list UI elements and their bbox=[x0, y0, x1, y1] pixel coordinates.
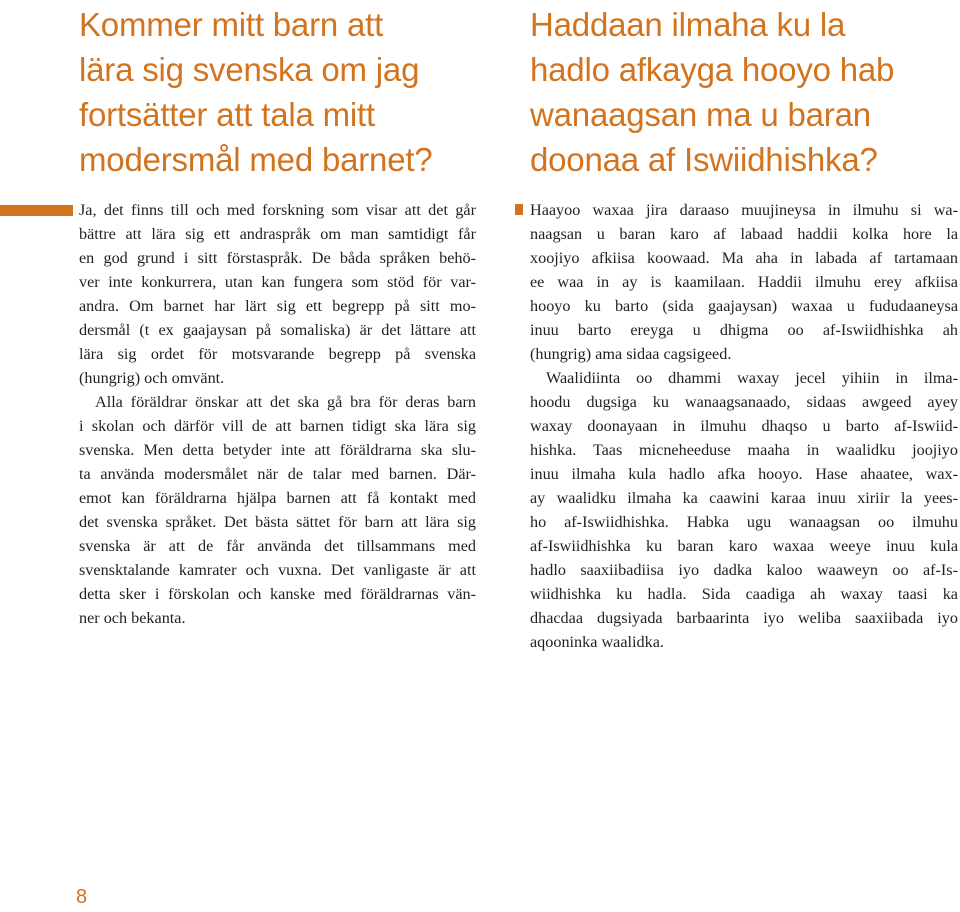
heading-line: modersmål med barnet? bbox=[79, 141, 433, 178]
somali-heading bbox=[530, 2, 894, 182]
body-line: dersmål (t ex gaajaysan på somaliska) är det lättare att bbox=[79, 321, 476, 339]
body-line: ta använda modersmålet när de talar med barnen. Där- bbox=[79, 465, 476, 483]
body-line: naagsan u baran karo af labaad haddii kolka hore la bbox=[530, 225, 958, 243]
body-line: andra. Om barnet har lärt sig ett begrepp på sitt mo- bbox=[79, 297, 476, 315]
body-line: lära sig ordet för motsvarande begrepp på svenska bbox=[79, 345, 476, 363]
heading-line: Kommer mitt barn att bbox=[79, 6, 384, 43]
body-line: hishka. Taas micneheeduse maaha in waalidku joojiyo bbox=[530, 441, 958, 459]
body-line: xoojiyo afkiisa koowaad. Ma aha in labada af tartamaan bbox=[530, 249, 958, 267]
body-line: svenska. Men detta betyder inte att föräldrarna ska slu- bbox=[79, 441, 476, 459]
section-marker-right bbox=[515, 204, 523, 215]
body-line: detta sker i förskolan och kanske med föräldrarnas vän- bbox=[79, 585, 476, 603]
body-line: af-Iswiidhishka ku baran karo waxaa weeye inuu kula bbox=[530, 537, 958, 555]
body-line: det svenska språket. Det bästa sättet för barn att lära sig bbox=[79, 513, 476, 531]
body-line: Ja, det finns till och med forskning som visar att det går bbox=[79, 201, 476, 219]
section-marker-left bbox=[0, 205, 73, 216]
body-line: Alla föräldrar önskar att det ska gå bra för deras barn bbox=[95, 393, 476, 411]
body-line: hooyo ku barto (sida gaajaysan) waxaa u fududaaneysa bbox=[530, 297, 958, 315]
body-line: ay waalidku ilmaha ka caawini karaa inuu xiriir la yees- bbox=[530, 489, 958, 507]
heading-line: Haddaan ilmaha ku la bbox=[530, 6, 846, 43]
body-line: emot kan föräldrarna hjälpa barnen att få kontakt med bbox=[79, 489, 476, 507]
swedish-heading bbox=[79, 2, 432, 182]
heading-line: doonaa af Iswiidhishka? bbox=[530, 141, 878, 178]
body-line: Waalidiinta oo dhammi waxay jecel yihiin in ilma- bbox=[546, 369, 958, 387]
heading-line: fortsätter att tala mitt bbox=[79, 96, 375, 133]
body-line: (hungrig) och omvänt. bbox=[79, 369, 225, 387]
body-line: (hungrig) ama sidaa cagsigeed. bbox=[530, 345, 732, 363]
body-line: ver inte konkurrera, utan kan fungera som stöd för var- bbox=[79, 273, 476, 291]
heading-line: lära sig svenska om jag bbox=[79, 51, 420, 88]
body-line: hadlo saaxiibadiisa iyo dadka kaloo waaweyn oo af-Is- bbox=[530, 561, 958, 579]
body-line: ee waa in ay is kaamilaan. Haddii ilmuhu erey afkiisa bbox=[530, 273, 958, 291]
body-line: Haayoo waxaa jira daraaso muujineysa in ilmuhu si wa- bbox=[530, 201, 958, 219]
body-line: waxay doonayaan in ilmuhu dhaqso u barto af-Iswiid- bbox=[530, 417, 958, 435]
page-number: 8 bbox=[76, 886, 88, 908]
body-line: inuu ilmaha kula hadlo afka hooyo. Hase ahaatee, wax- bbox=[530, 465, 958, 483]
somali-body bbox=[530, 198, 958, 654]
body-line: aqooninka waalidka. bbox=[530, 633, 664, 651]
body-line: svenska är att de får använda det tillsammans med bbox=[79, 537, 476, 555]
body-line: inuu barto ereyga u dhigma oo af-Iswiidhishka ah bbox=[530, 321, 958, 339]
body-line: ho af-Iswiidhishka. Habka ugu wanaagsan oo ilmuhu bbox=[530, 513, 958, 531]
body-line: en god grund i sitt förstaspråk. De båda språken behö- bbox=[79, 249, 476, 267]
body-line: bättre att lära sig ett andraspråk om man samtidigt får bbox=[79, 225, 476, 243]
body-line: wiidhishka ku hadla. Sida caadiga ah waxay taasi ka bbox=[530, 585, 958, 603]
body-line: svensktalande kamrater och vuxna. Det vanligaste är att bbox=[79, 561, 476, 579]
swedish-body bbox=[79, 198, 476, 630]
body-line: hoodu dugsiga ku wanaagsanaado, sidaas awgeed ayey bbox=[530, 393, 958, 411]
body-line: i skolan och därför vill de att barnen tidigt ska lära sig bbox=[79, 417, 476, 435]
heading-line: wanaagsan ma u baran bbox=[530, 96, 871, 133]
body-line: dhacdaa dugsiyada barbaarinta iyo weliba saaxiibada iyo bbox=[530, 609, 958, 627]
body-line: ner och bekanta. bbox=[79, 609, 186, 627]
heading-line: hadlo afkayga hooyo hab bbox=[530, 51, 895, 88]
